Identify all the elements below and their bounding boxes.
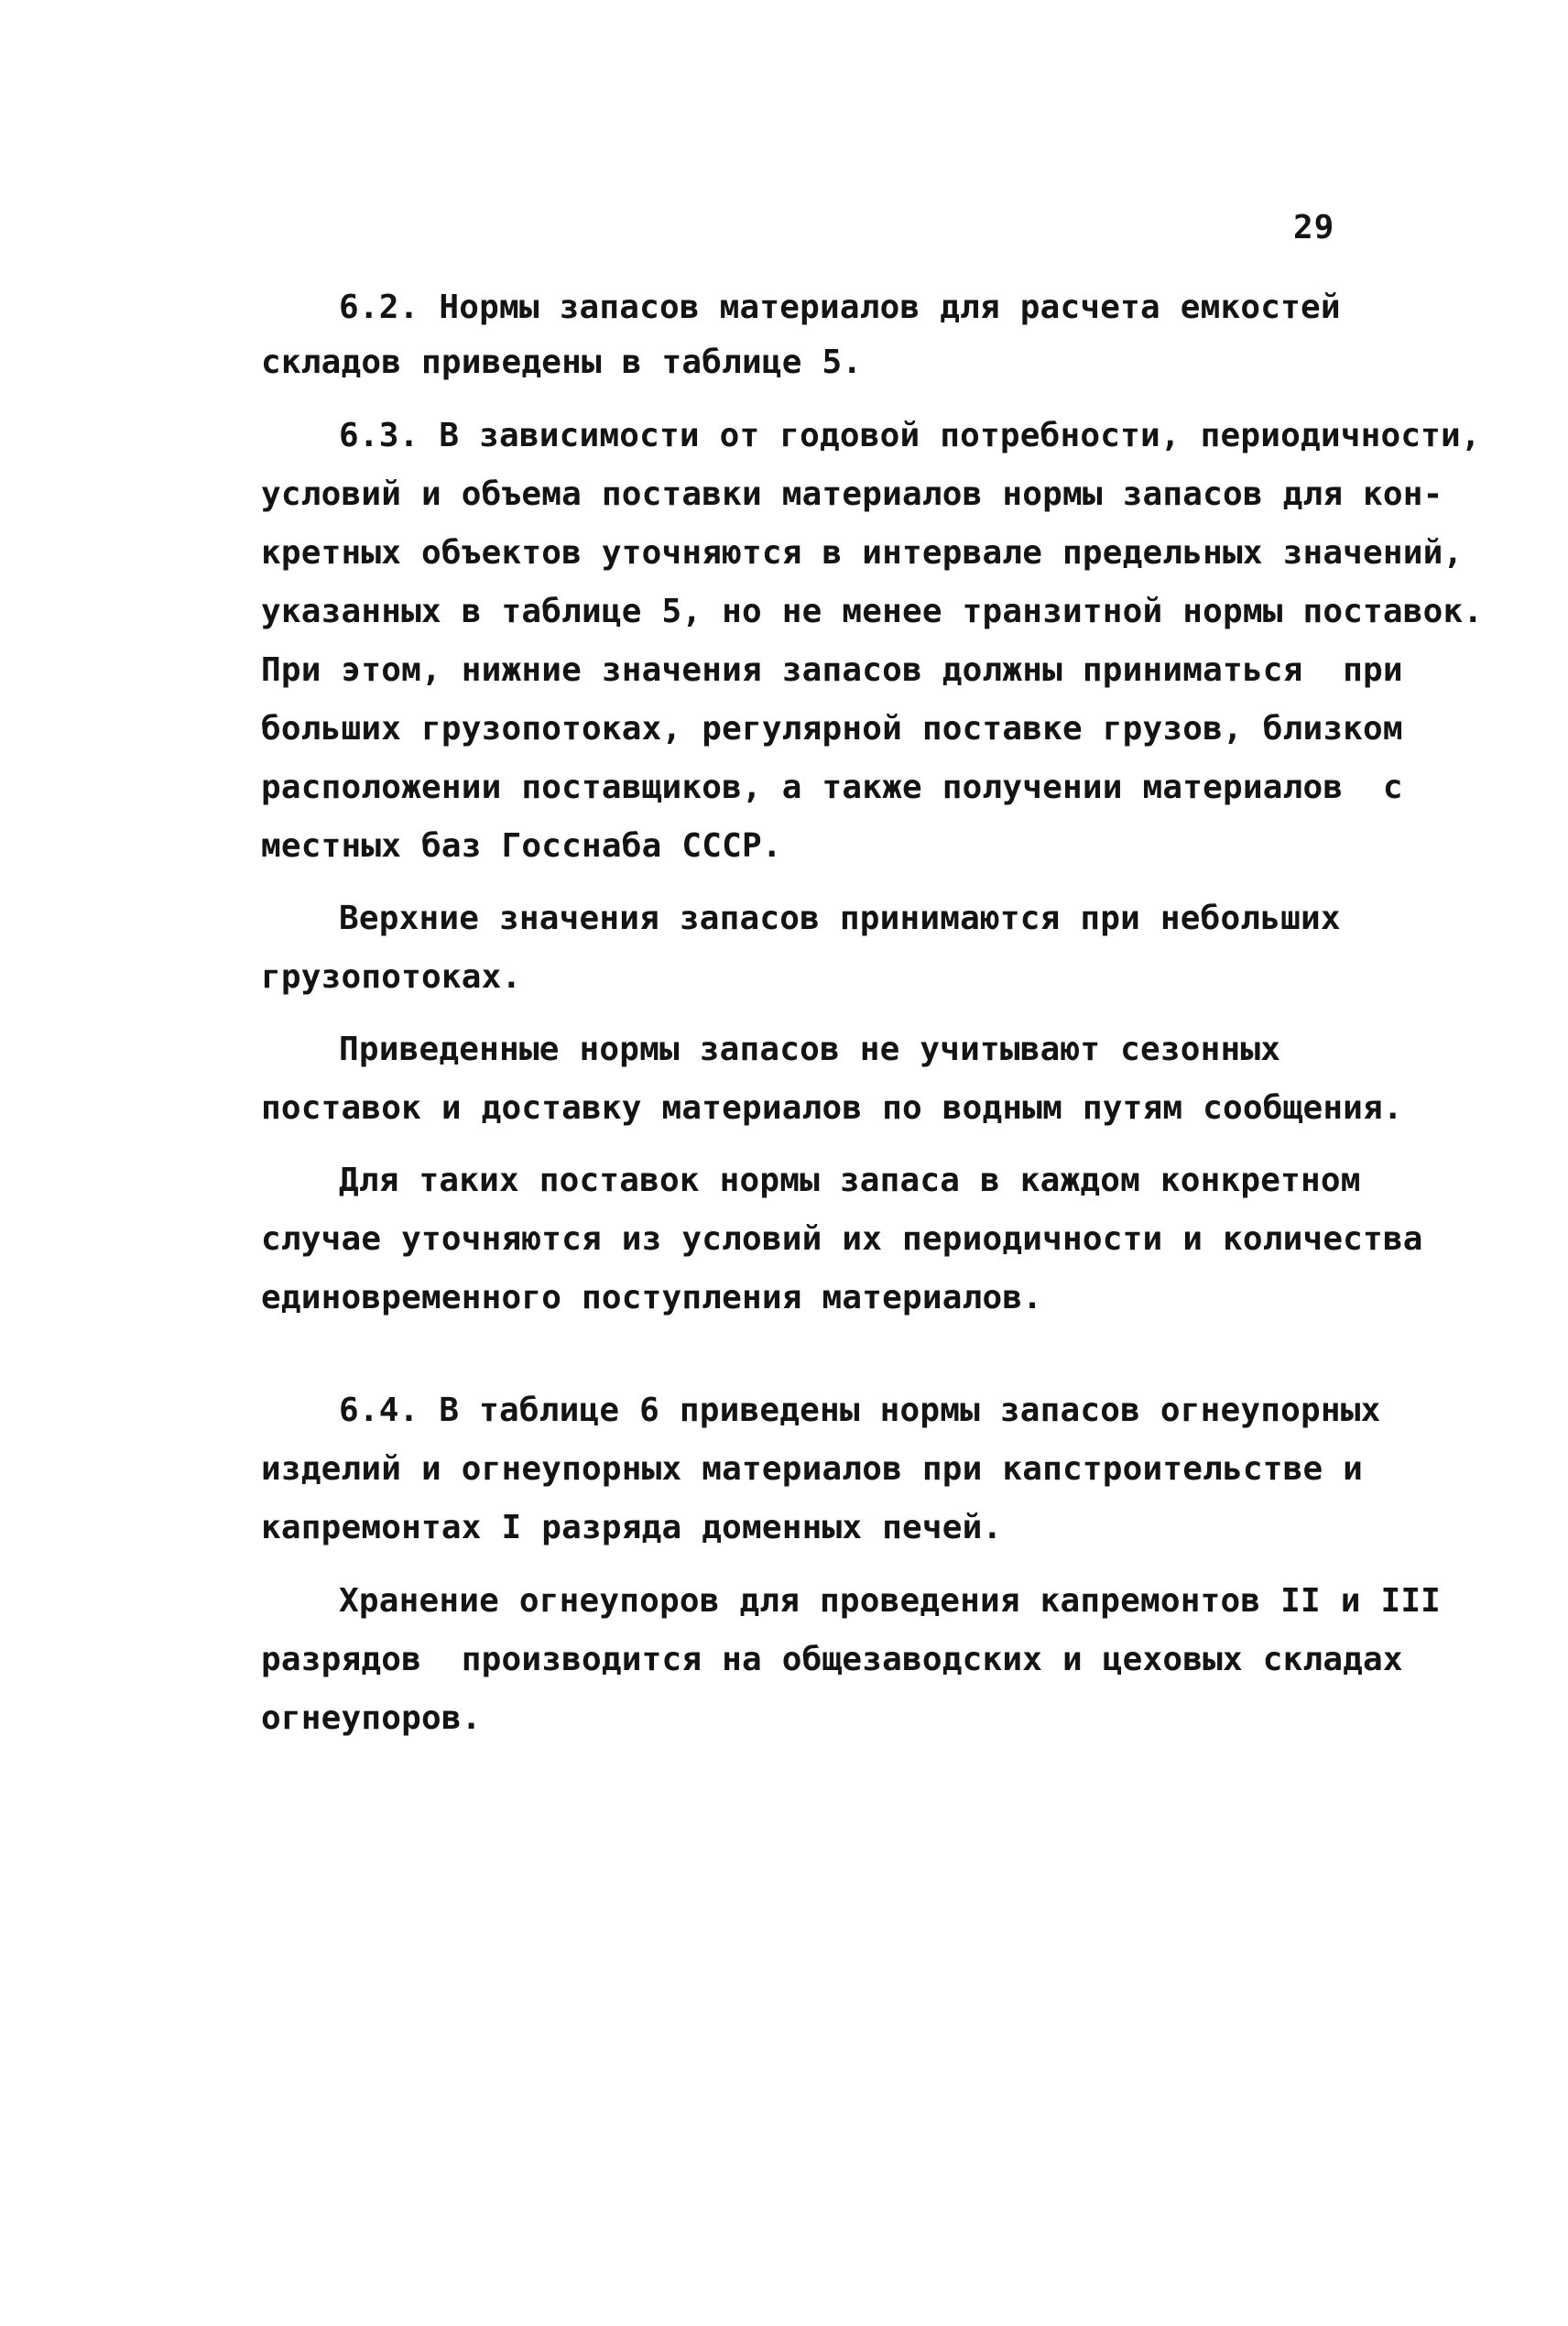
- p-upper-line-1: Верхние значения запасов принимаются при небольших: [339, 900, 1341, 937]
- p-6-3-line-8: местных баз Госснаба СССР.: [261, 827, 782, 865]
- p-6-3-line-5: При этом, нижние значения запасов должны приниматься при: [261, 651, 1403, 689]
- p-storage-line-3: огнеупоров.: [261, 1699, 482, 1737]
- p-6-3-line-7: расположении поставщиков, а также получении материалов с: [261, 769, 1403, 806]
- p-6-3-line-1: 6.3. В зависимости от годовой потребности, периодичности,: [339, 417, 1481, 454]
- p-seasonal-line-2: поставок и доставку материалов по водным путям сообщения.: [261, 1089, 1403, 1127]
- p-such-line-3: единовременного поступления материалов.: [261, 1279, 1043, 1316]
- p-6-3-line-6: больших грузопотоках, регулярной поставке грузов, близком: [261, 710, 1403, 748]
- page-number: 29: [1293, 209, 1335, 246]
- p-seasonal-line-1: Приведенные нормы запасов не учитывают сезонных: [339, 1031, 1281, 1068]
- p-6-3-line-2: условий и объема поставки материалов нормы запасов для кон-: [261, 475, 1443, 513]
- p-6-3-line-3: кретных объектов уточняются в интервале предельных значений,: [261, 534, 1464, 572]
- p-upper-line-2: грузопотоках.: [261, 958, 522, 996]
- p-6-2-line-1: 6.2. Нормы запасов материалов для расчета емкостей: [339, 289, 1341, 326]
- p-6-3-line-4: указанных в таблице 5, но не менее транзитной нормы поставок.: [261, 593, 1484, 630]
- p-storage-line-2: разрядов производится на общезаводских и цеховых складах: [261, 1641, 1403, 1678]
- p-such-line-1: Для таких поставок нормы запаса в каждом конкретном: [339, 1162, 1361, 1199]
- p-6-2-line-2: складов приведены в таблице 5.: [261, 344, 863, 381]
- p-such-line-2: случае уточняются из условий их периодичности и количества: [261, 1220, 1423, 1258]
- p-storage-line-1: Хранение огнеупоров для проведения капремонтов II и III: [339, 1582, 1442, 1620]
- p-6-4-line-3: капремонтах I разряда доменных печей.: [261, 1509, 1003, 1546]
- p-6-4-line-1: 6.4. В таблице 6 приведены нормы запасов огнеупорных: [339, 1392, 1381, 1429]
- p-6-4-line-2: изделий и огнеупорных материалов при капстроительстве и: [261, 1450, 1364, 1488]
